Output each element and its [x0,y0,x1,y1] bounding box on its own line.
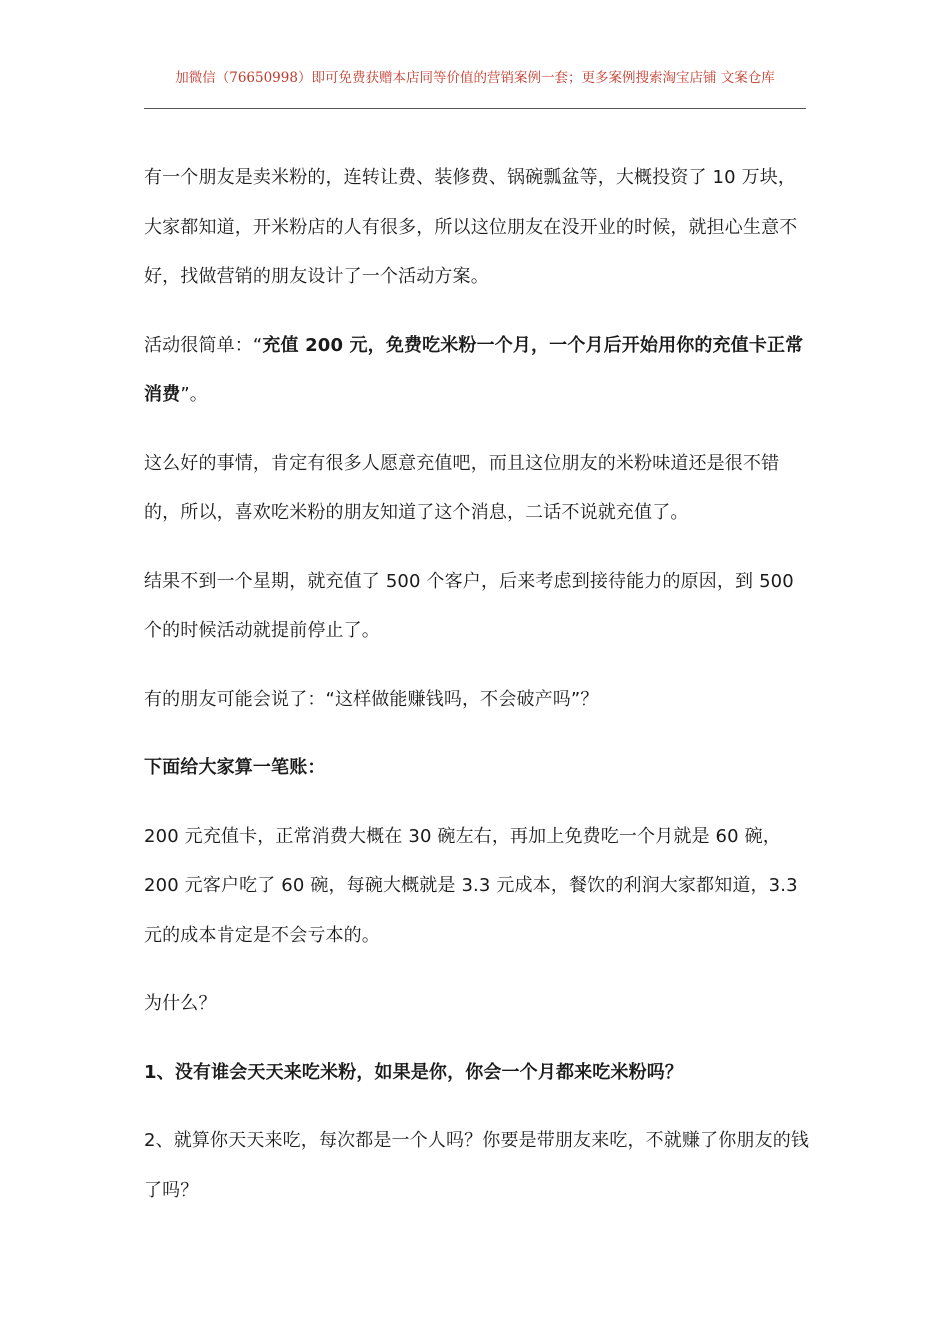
paragraph-response: 这么好的事情，肯定有很多人愿意充值吧，而且这位朋友的米粉味道还是很不错的，所以，喜欢吃米粉的朋友知道了这个消息，二话不说就充值了。 [144,452,780,523]
point-2: 2、就算你天天来吃，每次都是一个人吗？你要是带朋友来吃，不就赚了你朋友的钱了吗？ [144,1130,809,1201]
point-1: 1、没有谁会天天来吃米粉，如果是你，你会一个月都来吃米粉吗？ [144,1061,684,1083]
paragraph-activity [144,321,814,420]
paragraph-result: 结果不到一个星期，就充值了 500 个客户，后来考虑到接待能力的原因，到 500 个的时候活动就提前停止了。 [144,570,794,641]
activity-tail: ”。 [180,384,208,405]
activity-offer: 充值 200 元，免费吃米粉一个月，一个月后开始用你的充值卡正常消费 [144,334,804,405]
header-divider [144,108,806,109]
header-notice: 加微信（76650998）即可免费获赠本店同等价值的营销案例一套；更多案例搜索淘宝店铺 文案仓库 [175,70,775,86]
activity-lead: 活动很简单：“ [144,334,263,356]
section-heading: 下面给大家算一笔账： [144,757,326,778]
paragraph-why: 为什么？ [144,993,217,1014]
article-body [144,153,814,1234]
paragraph-question: 有的朋友可能会说了：“这样做能赚钱吗，不会破产吗”？ [144,688,599,710]
paragraph-intro: 有一个朋友是卖米粉的，连转让费、装修费、锅碗瓢盆等，大概投资了 10 万块，大家都知道，开米粉店的人有很多，所以这位朋友在没开业的时候，就担心生意不好，找做营销的朋友设计了一个活动方案。 [144,167,798,287]
paragraph-calculation: 200 元充值卡，正常消费大概在 30 碗左右，再加上免费吃一个月就是 60 碗，200 元客户吃了 60 碗，每碗大概就是 3.3 元成本，餐饮的利润大家都知道，3.3 元的成本肯定是不会亏本的。 [144,825,798,946]
